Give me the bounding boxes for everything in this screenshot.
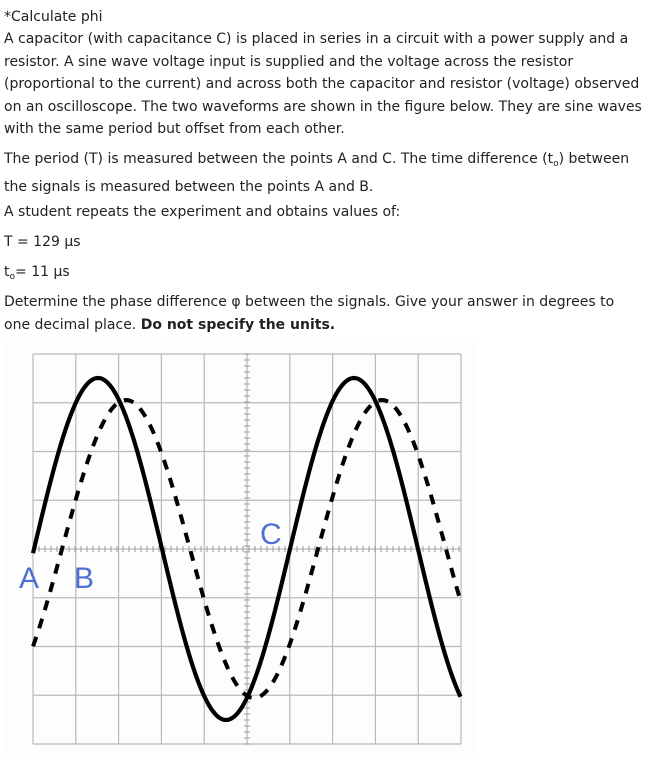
time-difference-value (4, 261, 70, 289)
paragraph-2-subscript: o (553, 159, 559, 169)
point-c-label: C (260, 518, 282, 551)
question-paragraph-setup: A capacitor (with capacitance C) is placed in series in a circuit with a power supply and a resistor. A sine wave voltage input is supplied and the voltage across the resistor (proportional to the current) and across both the capacitor and resistor (voltage) observed on an oscilloscope. The two waveforms are shown in the figure below. They are sine waves with the same period but offset from each other. (4, 31, 642, 137)
question-paragraph-measurement (4, 148, 644, 198)
oscilloscope-figure (4, 342, 477, 757)
period-value: T = 129 μs (4, 234, 81, 250)
point-b-label: B (74, 562, 95, 595)
point-a-label: A (19, 562, 40, 595)
question-title: *Calculate phi (4, 9, 103, 25)
instruction-bold-text: Do not specify the units. (140, 316, 336, 333)
time-diff-subscript: o (9, 272, 16, 282)
paragraph-2-pre: The period (T) is measured between the points A and C. The time difference (t (4, 151, 554, 167)
time-diff-value-text: = 11 μs (15, 264, 70, 280)
question-paragraph-repeat: A student repeats the experiment and obtains values of: (4, 204, 401, 220)
time-diff-prefix: t (4, 264, 10, 280)
question-instruction (4, 291, 644, 336)
instruction-text: Determine the phase difference φ between the signals. Give your answer in degrees to one decimal place. (4, 294, 615, 333)
paragraph-2-post: ) between the signals is measured between the points A and B. (4, 151, 630, 195)
